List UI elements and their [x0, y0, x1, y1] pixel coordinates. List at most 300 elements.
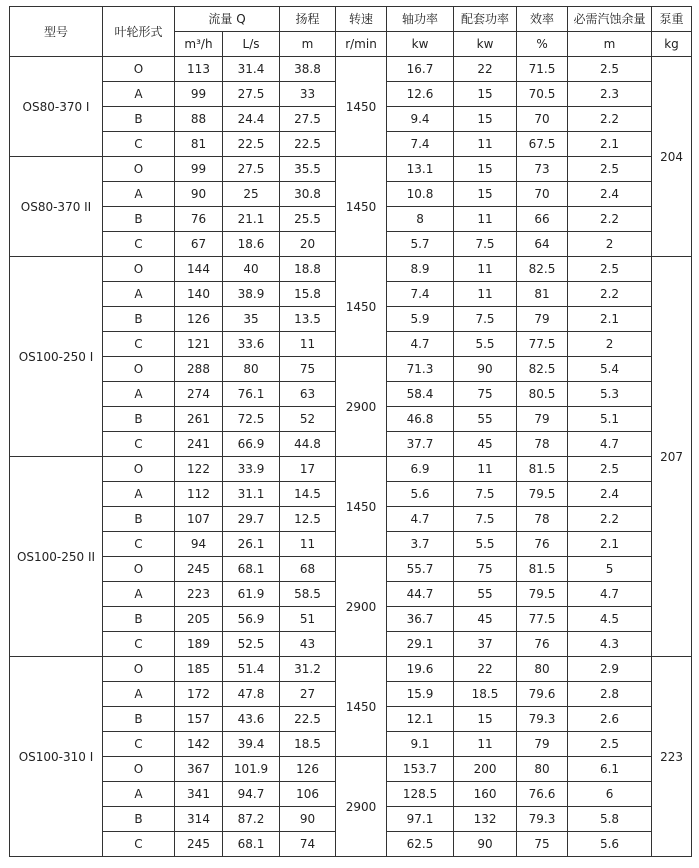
impeller-cell: O [103, 257, 175, 282]
header-row-names [10, 7, 692, 32]
flow-m3h-cell: 245 [175, 557, 223, 582]
npshr-cell: 2.4 [568, 482, 652, 507]
impeller-cell: C [103, 232, 175, 257]
efficiency-cell: 71.5 [517, 57, 568, 82]
motor-power-cell: 15 [454, 82, 517, 107]
head-cell: 68 [280, 557, 336, 582]
unit-efficiency: % [517, 32, 568, 57]
table-row [10, 57, 692, 82]
head-cell: 27 [280, 682, 336, 707]
efficiency-cell: 82.5 [517, 257, 568, 282]
head-cell: 35.5 [280, 157, 336, 182]
impeller-cell: A [103, 382, 175, 407]
header-impeller: 叶轮形式 [103, 7, 175, 57]
table-header [10, 7, 692, 57]
header-weight: 泵重 [652, 7, 692, 32]
npshr-cell: 2.5 [568, 457, 652, 482]
head-cell: 51 [280, 607, 336, 632]
table-row [10, 257, 692, 282]
flow-m3h-cell: 245 [175, 832, 223, 857]
head-cell: 18.8 [280, 257, 336, 282]
flow-ls-cell: 33.6 [223, 332, 280, 357]
unit-npshr: m [568, 32, 652, 57]
efficiency-cell: 80.5 [517, 382, 568, 407]
npshr-cell: 5.3 [568, 382, 652, 407]
impeller-cell: C [103, 632, 175, 657]
flow-ls-cell: 18.6 [223, 232, 280, 257]
impeller-cell: O [103, 757, 175, 782]
head-cell: 52 [280, 407, 336, 432]
impeller-cell: B [103, 807, 175, 832]
motor-power-cell: 22 [454, 657, 517, 682]
flow-m3h-cell: 88 [175, 107, 223, 132]
efficiency-cell: 79.5 [517, 482, 568, 507]
head-cell: 20 [280, 232, 336, 257]
efficiency-cell: 64 [517, 232, 568, 257]
header-speed: 转速 [336, 7, 387, 32]
shaft-power-cell: 5.7 [387, 232, 454, 257]
efficiency-cell: 70 [517, 182, 568, 207]
shaft-power-cell: 10.8 [387, 182, 454, 207]
npshr-cell: 2.8 [568, 682, 652, 707]
flow-ls-cell: 72.5 [223, 407, 280, 432]
impeller-cell: O [103, 357, 175, 382]
efficiency-cell: 77.5 [517, 607, 568, 632]
impeller-cell: O [103, 157, 175, 182]
npshr-cell: 2.9 [568, 657, 652, 682]
flow-m3h-cell: 274 [175, 382, 223, 407]
head-cell: 13.5 [280, 307, 336, 332]
npshr-cell: 5.1 [568, 407, 652, 432]
table-body [10, 57, 692, 857]
flow-m3h-cell: 90 [175, 182, 223, 207]
npshr-cell: 5.8 [568, 807, 652, 832]
shaft-power-cell: 16.7 [387, 57, 454, 82]
shaft-power-cell: 5.6 [387, 482, 454, 507]
flow-ls-cell: 22.5 [223, 132, 280, 157]
head-cell: 14.5 [280, 482, 336, 507]
efficiency-cell: 79 [517, 732, 568, 757]
npshr-cell: 4.7 [568, 582, 652, 607]
speed-cell: 2900 [336, 757, 387, 857]
motor-power-cell: 5.5 [454, 532, 517, 557]
flow-m3h-cell: 76 [175, 207, 223, 232]
efficiency-cell: 79.6 [517, 682, 568, 707]
efficiency-cell: 80 [517, 757, 568, 782]
head-cell: 106 [280, 782, 336, 807]
efficiency-cell: 79.3 [517, 807, 568, 832]
flow-ls-cell: 80 [223, 357, 280, 382]
speed-cell: 2900 [336, 357, 387, 457]
shaft-power-cell: 4.7 [387, 332, 454, 357]
table-row [10, 757, 692, 782]
shaft-power-cell: 36.7 [387, 607, 454, 632]
shaft-power-cell: 4.7 [387, 507, 454, 532]
flow-m3h-cell: 81 [175, 132, 223, 157]
weight-cell: 223 [652, 657, 692, 857]
efficiency-cell: 76 [517, 632, 568, 657]
flow-ls-cell: 26.1 [223, 532, 280, 557]
efficiency-cell: 77.5 [517, 332, 568, 357]
npshr-cell: 2.5 [568, 257, 652, 282]
efficiency-cell: 67.5 [517, 132, 568, 157]
impeller-cell: A [103, 182, 175, 207]
head-cell: 12.5 [280, 507, 336, 532]
shaft-power-cell: 46.8 [387, 407, 454, 432]
shaft-power-cell: 97.1 [387, 807, 454, 832]
impeller-cell: B [103, 307, 175, 332]
head-cell: 11 [280, 332, 336, 357]
unit-speed: r/min [336, 32, 387, 57]
efficiency-cell: 78 [517, 432, 568, 457]
flow-m3h-cell: 367 [175, 757, 223, 782]
motor-power-cell: 11 [454, 132, 517, 157]
header-model: 型号 [10, 7, 103, 57]
motor-power-cell: 5.5 [454, 332, 517, 357]
header-shaft-power: 轴功率 [387, 7, 454, 32]
npshr-cell: 2.5 [568, 57, 652, 82]
head-cell: 38.8 [280, 57, 336, 82]
npshr-cell: 2 [568, 232, 652, 257]
flow-m3h-cell: 223 [175, 582, 223, 607]
impeller-cell: O [103, 57, 175, 82]
impeller-cell: A [103, 82, 175, 107]
impeller-cell: A [103, 482, 175, 507]
impeller-cell: A [103, 282, 175, 307]
npshr-cell: 2.2 [568, 507, 652, 532]
flow-m3h-cell: 189 [175, 632, 223, 657]
unit-motor-power: kw [454, 32, 517, 57]
flow-ls-cell: 27.5 [223, 157, 280, 182]
motor-power-cell: 11 [454, 257, 517, 282]
unit-shaft-power: kw [387, 32, 454, 57]
weight-cell: 207 [652, 257, 692, 657]
shaft-power-cell: 9.4 [387, 107, 454, 132]
speed-cell: 1450 [336, 57, 387, 157]
flow-m3h-cell: 314 [175, 807, 223, 832]
npshr-cell: 2.5 [568, 157, 652, 182]
flow-m3h-cell: 288 [175, 357, 223, 382]
npshr-cell: 6.1 [568, 757, 652, 782]
efficiency-cell: 81.5 [517, 457, 568, 482]
flow-ls-cell: 40 [223, 257, 280, 282]
motor-power-cell: 7.5 [454, 232, 517, 257]
head-cell: 22.5 [280, 132, 336, 157]
head-cell: 44.8 [280, 432, 336, 457]
shaft-power-cell: 12.6 [387, 82, 454, 107]
efficiency-cell: 75 [517, 832, 568, 857]
motor-power-cell: 11 [454, 282, 517, 307]
motor-power-cell: 11 [454, 457, 517, 482]
efficiency-cell: 82.5 [517, 357, 568, 382]
impeller-cell: C [103, 832, 175, 857]
head-cell: 11 [280, 532, 336, 557]
efficiency-cell: 70.5 [517, 82, 568, 107]
efficiency-cell: 80 [517, 657, 568, 682]
unit-weight: kg [652, 32, 692, 57]
motor-power-cell: 200 [454, 757, 517, 782]
head-cell: 18.5 [280, 732, 336, 757]
npshr-cell: 4.3 [568, 632, 652, 657]
head-cell: 126 [280, 757, 336, 782]
flow-m3h-cell: 140 [175, 282, 223, 307]
impeller-cell: O [103, 457, 175, 482]
shaft-power-cell: 58.4 [387, 382, 454, 407]
impeller-cell: A [103, 682, 175, 707]
shaft-power-cell: 8.9 [387, 257, 454, 282]
unit-flow-ls: L/s [223, 32, 280, 57]
flow-ls-cell: 27.5 [223, 82, 280, 107]
speed-cell: 2900 [336, 557, 387, 657]
motor-power-cell: 15 [454, 707, 517, 732]
shaft-power-cell: 128.5 [387, 782, 454, 807]
efficiency-cell: 79.5 [517, 582, 568, 607]
npshr-cell: 2.1 [568, 532, 652, 557]
impeller-cell: C [103, 432, 175, 457]
impeller-cell: C [103, 132, 175, 157]
header-head: 扬程 [280, 7, 336, 32]
flow-ls-cell: 25 [223, 182, 280, 207]
efficiency-cell: 81.5 [517, 557, 568, 582]
flow-ls-cell: 56.9 [223, 607, 280, 632]
flow-m3h-cell: 99 [175, 82, 223, 107]
flow-ls-cell: 31.1 [223, 482, 280, 507]
npshr-cell: 2.3 [568, 82, 652, 107]
flow-ls-cell: 47.8 [223, 682, 280, 707]
flow-ls-cell: 76.1 [223, 382, 280, 407]
flow-m3h-cell: 126 [175, 307, 223, 332]
shaft-power-cell: 7.4 [387, 282, 454, 307]
shaft-power-cell: 44.7 [387, 582, 454, 607]
weight-cell: 204 [652, 57, 692, 257]
flow-m3h-cell: 142 [175, 732, 223, 757]
flow-ls-cell: 66.9 [223, 432, 280, 457]
npshr-cell: 2.1 [568, 307, 652, 332]
table-row [10, 457, 692, 482]
impeller-cell: C [103, 332, 175, 357]
impeller-cell: A [103, 782, 175, 807]
flow-m3h-cell: 241 [175, 432, 223, 457]
motor-power-cell: 15 [454, 182, 517, 207]
npshr-cell: 2.4 [568, 182, 652, 207]
motor-power-cell: 90 [454, 832, 517, 857]
head-cell: 90 [280, 807, 336, 832]
shaft-power-cell: 29.1 [387, 632, 454, 657]
efficiency-cell: 66 [517, 207, 568, 232]
pump-spec-document [9, 6, 692, 857]
header-npshr: 必需汽蚀余量 [568, 7, 652, 32]
motor-power-cell: 15 [454, 157, 517, 182]
shaft-power-cell: 62.5 [387, 832, 454, 857]
flow-m3h-cell: 144 [175, 257, 223, 282]
head-cell: 33 [280, 82, 336, 107]
npshr-cell: 5.6 [568, 832, 652, 857]
flow-m3h-cell: 107 [175, 507, 223, 532]
flow-m3h-cell: 113 [175, 57, 223, 82]
motor-power-cell: 45 [454, 607, 517, 632]
speed-cell: 1450 [336, 657, 387, 757]
motor-power-cell: 90 [454, 357, 517, 382]
impeller-cell: B [103, 407, 175, 432]
flow-ls-cell: 68.1 [223, 557, 280, 582]
flow-m3h-cell: 341 [175, 782, 223, 807]
flow-ls-cell: 21.1 [223, 207, 280, 232]
impeller-cell: B [103, 207, 175, 232]
impeller-cell: O [103, 557, 175, 582]
npshr-cell: 2.6 [568, 707, 652, 732]
npshr-cell: 2.2 [568, 282, 652, 307]
shaft-power-cell: 8 [387, 207, 454, 232]
npshr-cell: 2.2 [568, 207, 652, 232]
table-row [10, 557, 692, 582]
shaft-power-cell: 6.9 [387, 457, 454, 482]
pump-performance-table [9, 6, 692, 857]
speed-cell: 1450 [336, 457, 387, 557]
shaft-power-cell: 55.7 [387, 557, 454, 582]
shaft-power-cell: 5.9 [387, 307, 454, 332]
efficiency-cell: 76 [517, 532, 568, 557]
shaft-power-cell: 13.1 [387, 157, 454, 182]
head-cell: 31.2 [280, 657, 336, 682]
shaft-power-cell: 3.7 [387, 532, 454, 557]
motor-power-cell: 18.5 [454, 682, 517, 707]
flow-m3h-cell: 122 [175, 457, 223, 482]
motor-power-cell: 55 [454, 582, 517, 607]
impeller-cell: B [103, 707, 175, 732]
efficiency-cell: 78 [517, 507, 568, 532]
flow-ls-cell: 35 [223, 307, 280, 332]
npshr-cell: 4.7 [568, 432, 652, 457]
shaft-power-cell: 71.3 [387, 357, 454, 382]
motor-power-cell: 7.5 [454, 482, 517, 507]
npshr-cell: 5.4 [568, 357, 652, 382]
head-cell: 74 [280, 832, 336, 857]
shaft-power-cell: 19.6 [387, 657, 454, 682]
efficiency-cell: 79 [517, 407, 568, 432]
motor-power-cell: 15 [454, 107, 517, 132]
flow-m3h-cell: 185 [175, 657, 223, 682]
efficiency-cell: 81 [517, 282, 568, 307]
motor-power-cell: 37 [454, 632, 517, 657]
head-cell: 63 [280, 382, 336, 407]
flow-ls-cell: 24.4 [223, 107, 280, 132]
shaft-power-cell: 7.4 [387, 132, 454, 157]
flow-ls-cell: 33.9 [223, 457, 280, 482]
npshr-cell: 2 [568, 332, 652, 357]
flow-ls-cell: 68.1 [223, 832, 280, 857]
motor-power-cell: 55 [454, 407, 517, 432]
flow-m3h-cell: 172 [175, 682, 223, 707]
flow-m3h-cell: 261 [175, 407, 223, 432]
head-cell: 27.5 [280, 107, 336, 132]
model-cell: OS100-310 I [10, 657, 103, 857]
impeller-cell: B [103, 107, 175, 132]
shaft-power-cell: 15.9 [387, 682, 454, 707]
impeller-cell: C [103, 532, 175, 557]
model-cell: OS80-370 II [10, 157, 103, 257]
impeller-cell: B [103, 607, 175, 632]
head-cell: 58.5 [280, 582, 336, 607]
motor-power-cell: 75 [454, 557, 517, 582]
table-row [10, 157, 692, 182]
flow-m3h-cell: 121 [175, 332, 223, 357]
header-motor-power: 配套功率 [454, 7, 517, 32]
motor-power-cell: 75 [454, 382, 517, 407]
flow-m3h-cell: 67 [175, 232, 223, 257]
speed-cell: 1450 [336, 257, 387, 357]
shaft-power-cell: 12.1 [387, 707, 454, 732]
motor-power-cell: 132 [454, 807, 517, 832]
header-efficiency: 效率 [517, 7, 568, 32]
impeller-cell: B [103, 507, 175, 532]
flow-ls-cell: 38.9 [223, 282, 280, 307]
unit-head: m [280, 32, 336, 57]
impeller-cell: C [103, 732, 175, 757]
table-row [10, 657, 692, 682]
npshr-cell: 6 [568, 782, 652, 807]
efficiency-cell: 79 [517, 307, 568, 332]
npshr-cell: 2.2 [568, 107, 652, 132]
table-row [10, 357, 692, 382]
impeller-cell: A [103, 582, 175, 607]
motor-power-cell: 7.5 [454, 507, 517, 532]
flow-ls-cell: 29.7 [223, 507, 280, 532]
speed-cell: 1450 [336, 157, 387, 257]
flow-ls-cell: 43.6 [223, 707, 280, 732]
motor-power-cell: 160 [454, 782, 517, 807]
header-flow: 流量 Q [175, 7, 280, 32]
flow-ls-cell: 94.7 [223, 782, 280, 807]
model-cell: OS80-370 I [10, 57, 103, 157]
npshr-cell: 2.1 [568, 132, 652, 157]
head-cell: 17 [280, 457, 336, 482]
shaft-power-cell: 9.1 [387, 732, 454, 757]
flow-ls-cell: 61.9 [223, 582, 280, 607]
npshr-cell: 5 [568, 557, 652, 582]
flow-m3h-cell: 205 [175, 607, 223, 632]
motor-power-cell: 11 [454, 732, 517, 757]
efficiency-cell: 76.6 [517, 782, 568, 807]
flow-ls-cell: 31.4 [223, 57, 280, 82]
motor-power-cell: 11 [454, 207, 517, 232]
motor-power-cell: 45 [454, 432, 517, 457]
motor-power-cell: 7.5 [454, 307, 517, 332]
flow-ls-cell: 87.2 [223, 807, 280, 832]
head-cell: 15.8 [280, 282, 336, 307]
flow-ls-cell: 52.5 [223, 632, 280, 657]
npshr-cell: 2.5 [568, 732, 652, 757]
flow-ls-cell: 101.9 [223, 757, 280, 782]
head-cell: 43 [280, 632, 336, 657]
model-cell: OS100-250 I [10, 257, 103, 457]
npshr-cell: 4.5 [568, 607, 652, 632]
flow-m3h-cell: 112 [175, 482, 223, 507]
shaft-power-cell: 37.7 [387, 432, 454, 457]
motor-power-cell: 22 [454, 57, 517, 82]
head-cell: 30.8 [280, 182, 336, 207]
efficiency-cell: 70 [517, 107, 568, 132]
unit-flow-m3h: m³/h [175, 32, 223, 57]
shaft-power-cell: 153.7 [387, 757, 454, 782]
head-cell: 75 [280, 357, 336, 382]
head-cell: 22.5 [280, 707, 336, 732]
flow-m3h-cell: 157 [175, 707, 223, 732]
impeller-cell: O [103, 657, 175, 682]
head-cell: 25.5 [280, 207, 336, 232]
efficiency-cell: 79.3 [517, 707, 568, 732]
flow-ls-cell: 51.4 [223, 657, 280, 682]
efficiency-cell: 73 [517, 157, 568, 182]
